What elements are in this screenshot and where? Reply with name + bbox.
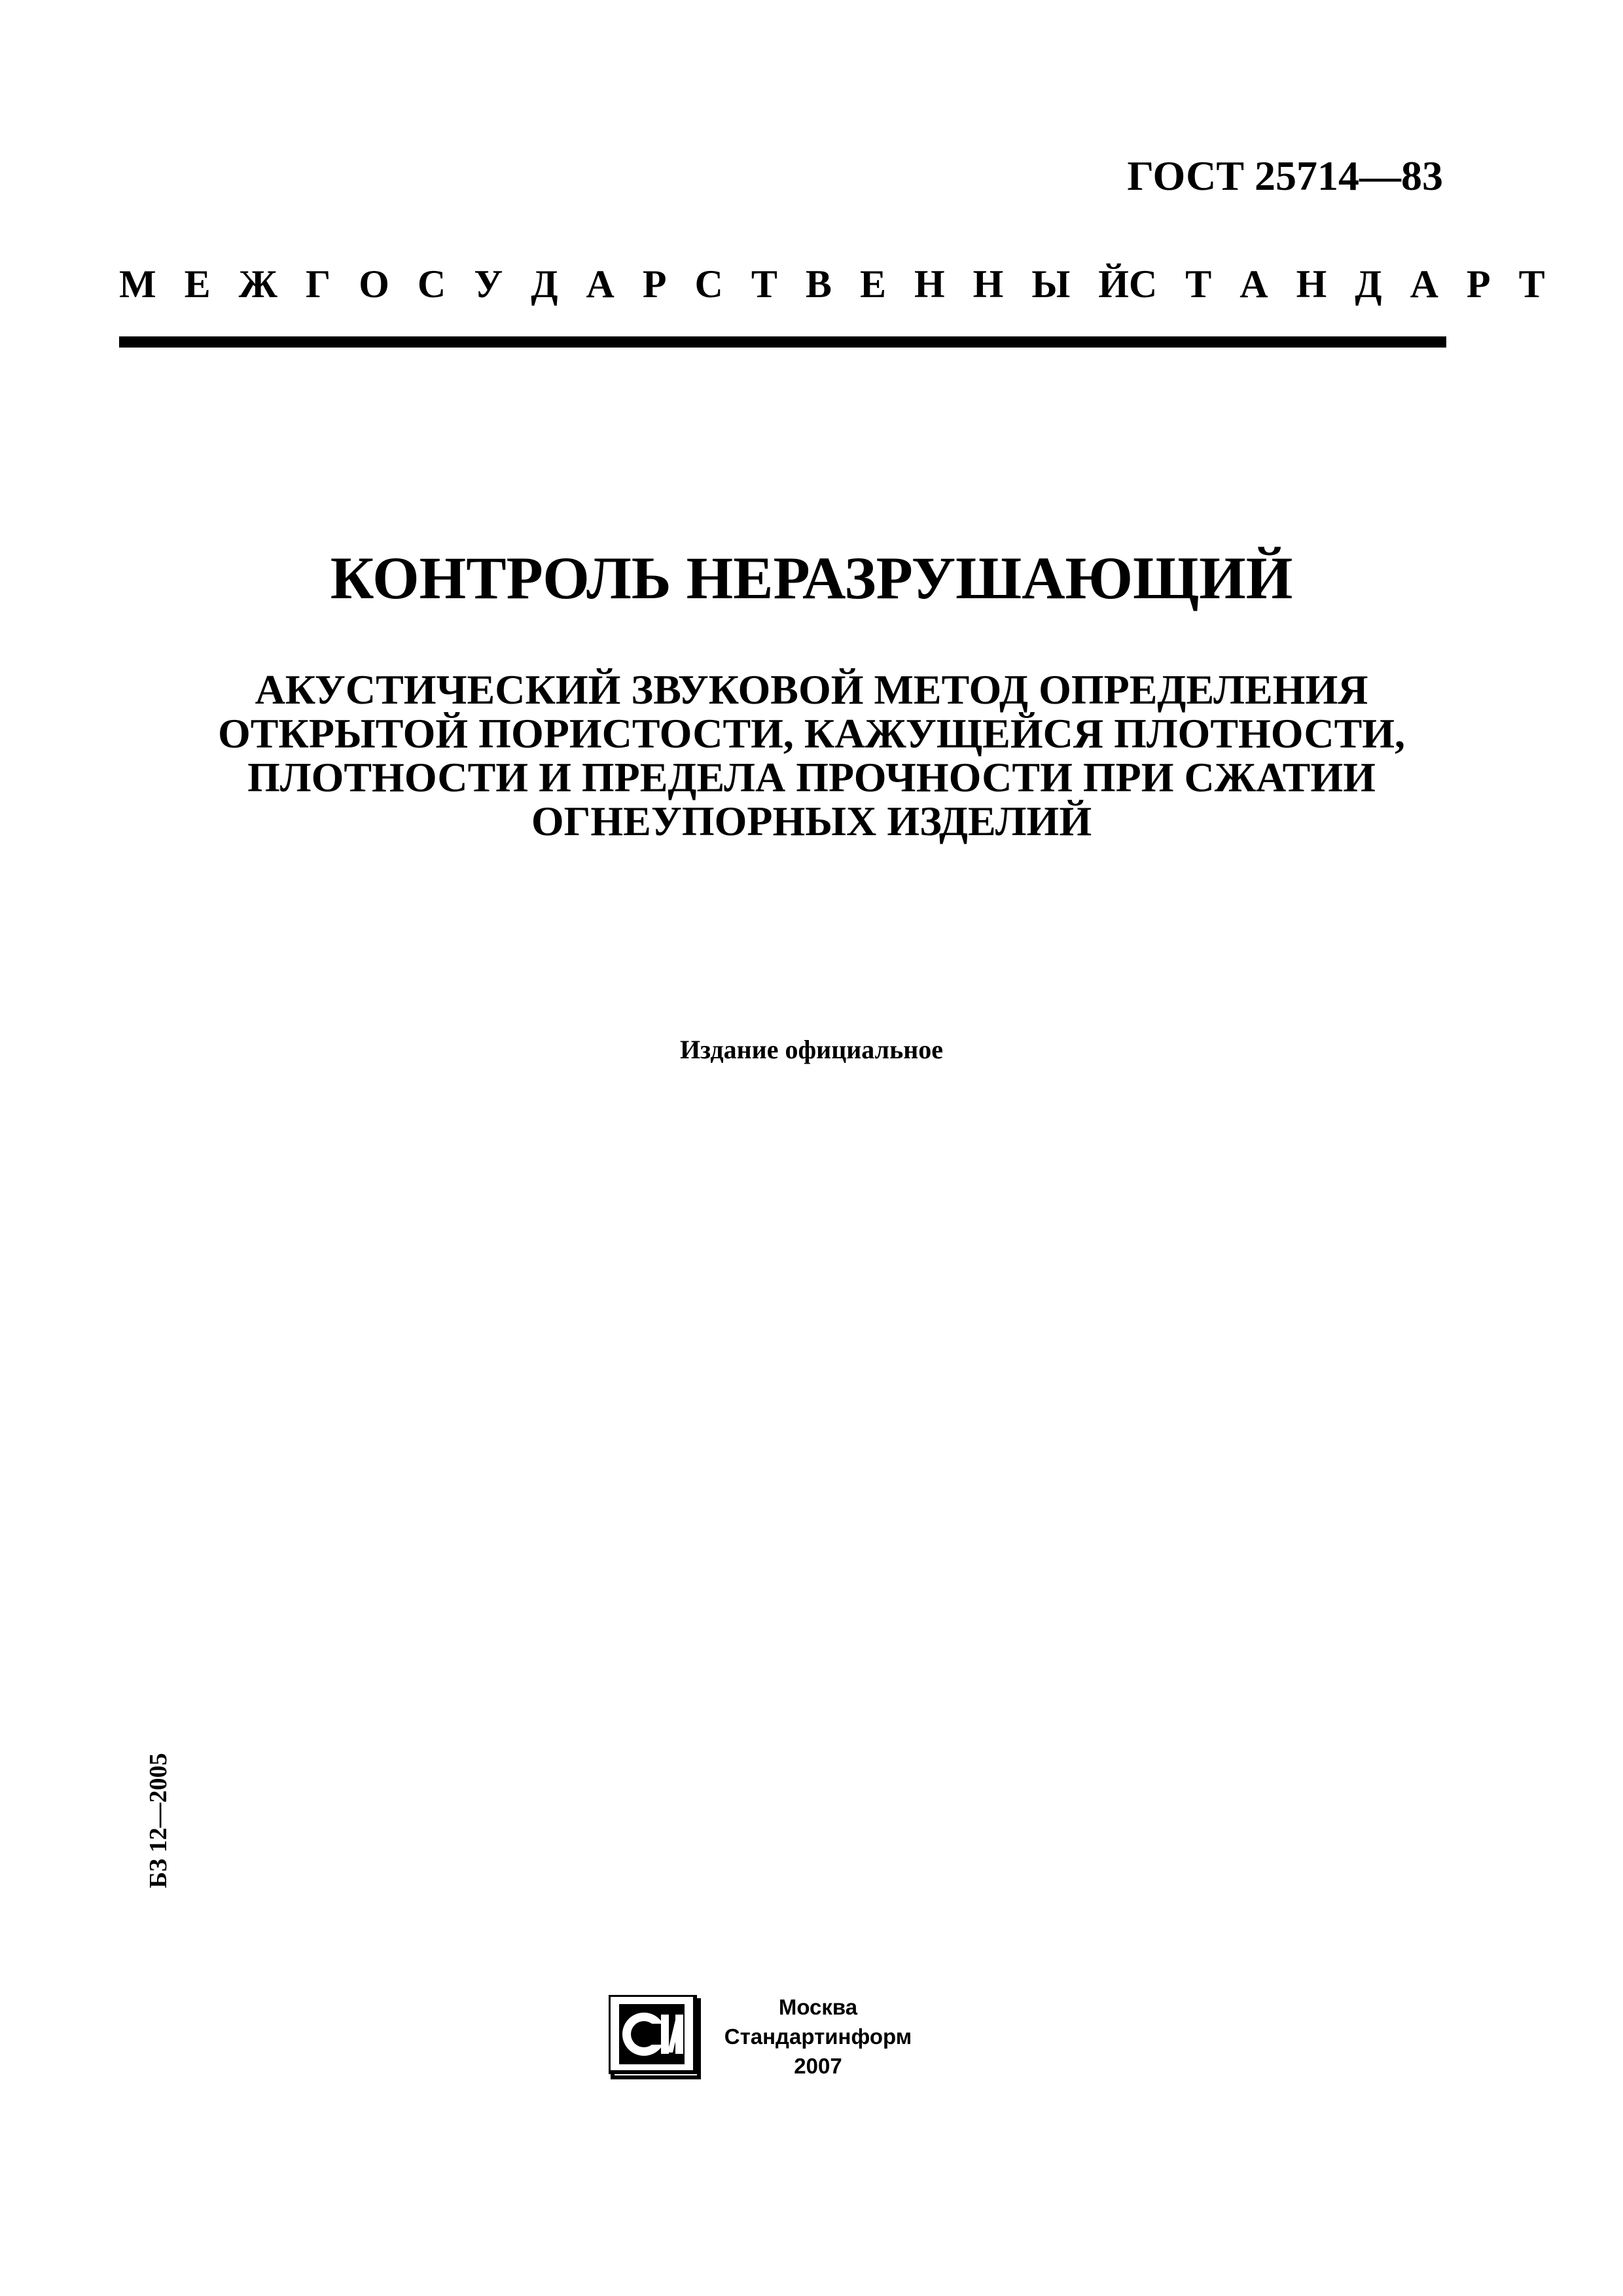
main-title: КОНТРОЛЬ НЕРАЗРУШАЮЩИЙ <box>330 545 1293 611</box>
publisher-year: 2007 <box>794 2054 842 2078</box>
standartinform-logo-icon <box>609 1995 707 2081</box>
letter: Е <box>859 262 886 306</box>
edition-label: Издание официальное <box>679 1035 944 1064</box>
heading-divider <box>119 336 1446 348</box>
gost-number: ГОСТ 25714—83 <box>1127 152 1443 199</box>
letter: А <box>1410 262 1438 306</box>
subtitle-line: ОТКРЫТОЙ ПОРИСТОСТИ, КАЖУЩЕЙСЯ ПЛОТНОСТИ, <box>217 710 1406 757</box>
subtitle-line: ПЛОТНОСТИ И ПРЕДЕЛА ПРОЧНОСТИ ПРИ СЖАТИИ <box>247 754 1376 800</box>
letter: Т <box>751 262 777 306</box>
letter: Д <box>1355 262 1382 306</box>
letter: Т <box>1518 262 1545 306</box>
letter: Г <box>306 262 331 306</box>
letter: У <box>474 262 503 306</box>
letter: Р <box>642 262 667 306</box>
standard-word <box>1129 262 1545 307</box>
letter: Т <box>1185 262 1212 306</box>
letter: О <box>359 262 389 306</box>
letter: С <box>417 262 446 306</box>
letter: Й <box>1098 262 1129 306</box>
letter: Д <box>531 262 558 306</box>
subtitle-line: АКУСТИЧЕСКИЙ ЗВУКОВОЙ МЕТОД ОПРЕДЕЛЕНИЯ <box>255 666 1368 713</box>
letter: С <box>1128 262 1158 306</box>
letter: Н <box>1296 262 1327 306</box>
letter: Е <box>184 262 211 306</box>
side-code: БЗ 12—2005 <box>145 1753 172 1888</box>
letter: С <box>694 262 723 306</box>
letter: Н <box>972 262 1004 306</box>
subtitle <box>131 668 1492 843</box>
publisher-name: Стандартинформ <box>724 2024 912 2049</box>
letter: Р <box>1466 262 1491 306</box>
interstate-standard-heading <box>119 262 1545 307</box>
publisher-city: Москва <box>778 1995 858 2019</box>
letter: А <box>586 262 615 306</box>
subtitle-line: ОГНЕУПОРНЫХ ИЗДЕЛИЙ <box>531 798 1092 844</box>
letter: Ж <box>238 262 277 306</box>
interstate-word <box>119 262 1129 307</box>
letter: В <box>805 262 832 306</box>
letter: А <box>1240 262 1268 306</box>
letter: М <box>119 262 156 306</box>
letter: Н <box>914 262 945 306</box>
publisher-block <box>707 1992 929 2081</box>
letter: Ы <box>1031 262 1071 306</box>
